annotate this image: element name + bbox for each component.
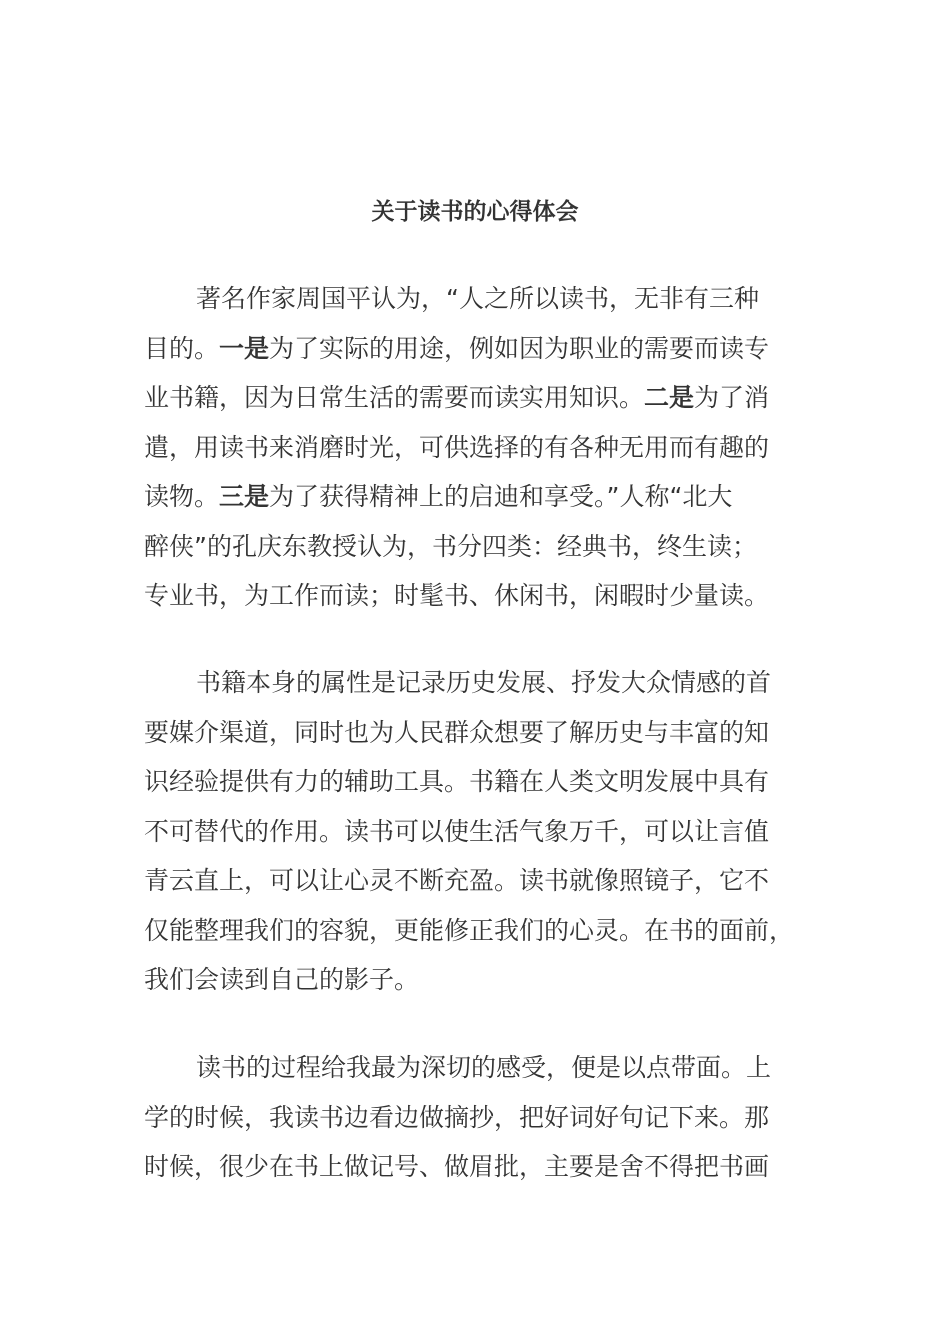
emphasis-text: 三是 [219, 482, 270, 511]
paragraph-line: 不可替代的作用。读书可以使生活气象万千，可以让言值 [144, 816, 770, 846]
paragraph-line: 仅能整理我们的容貌，更能修正我们的心灵。在书的面前， [144, 915, 795, 945]
paragraph-line: 要媒介渠道，同时也为人民群众想要了解历史与丰富的知 [144, 717, 770, 747]
paragraph-line: 学的时候，我读书边看边做摘抄，把好词好句记下来。那 [144, 1102, 770, 1132]
paragraph-line: 读物。三是为了获得精神上的启迪和享受。”人称“北大 [144, 482, 733, 511]
paragraph-line: 业书籍，因为日常生活的需要而读实用知识。二是为了消 [144, 383, 770, 412]
emphasis-text: 一是 [219, 333, 270, 363]
paragraph-line: 专业书，为工作而读；时髦书、休闲书，闲暇时少量读。 [144, 581, 770, 610]
paragraph-line: 著名作家周国平认为，“人之所以读书，无非有三种 [196, 284, 759, 313]
paragraph-line: 时候，很少在书上做记号、做眉批，主要是舍不得把书画 [144, 1152, 770, 1181]
paragraph-line: 青云直上，可以让心灵不断充盈。读书就像照镜子，它不 [144, 866, 770, 895]
paragraph-line: 读书的过程给我最为深切的感受，便是以点带面。上 [196, 1053, 772, 1082]
paragraph-line: 识经验提供有力的辅助工具。书籍在人类文明发展中具有 [144, 767, 770, 796]
paragraph-line: 遣，用读书来消磨时光，可供选择的有各种无用而有趣的 [144, 432, 770, 462]
paragraph-3 [144, 1043, 808, 1192]
document-title: 关于读书的心得体会 [371, 199, 579, 225]
paragraph-line: 书籍本身的属性是记录历史发展、抒发大众情感的首 [196, 668, 772, 697]
paragraph-1 [144, 274, 808, 621]
emphasis-text: 二是 [644, 383, 695, 412]
paragraph-line: 醉侠”的孔庆东教授认为，书分四类：经典书，终生读； [144, 531, 757, 561]
paragraph-line: 我们会读到自己的影子。 [144, 965, 420, 994]
paragraph-line: 目的。一是为了实际的用途，例如因为职业的需要而读专 [144, 333, 770, 363]
paragraph-2 [144, 658, 808, 1005]
